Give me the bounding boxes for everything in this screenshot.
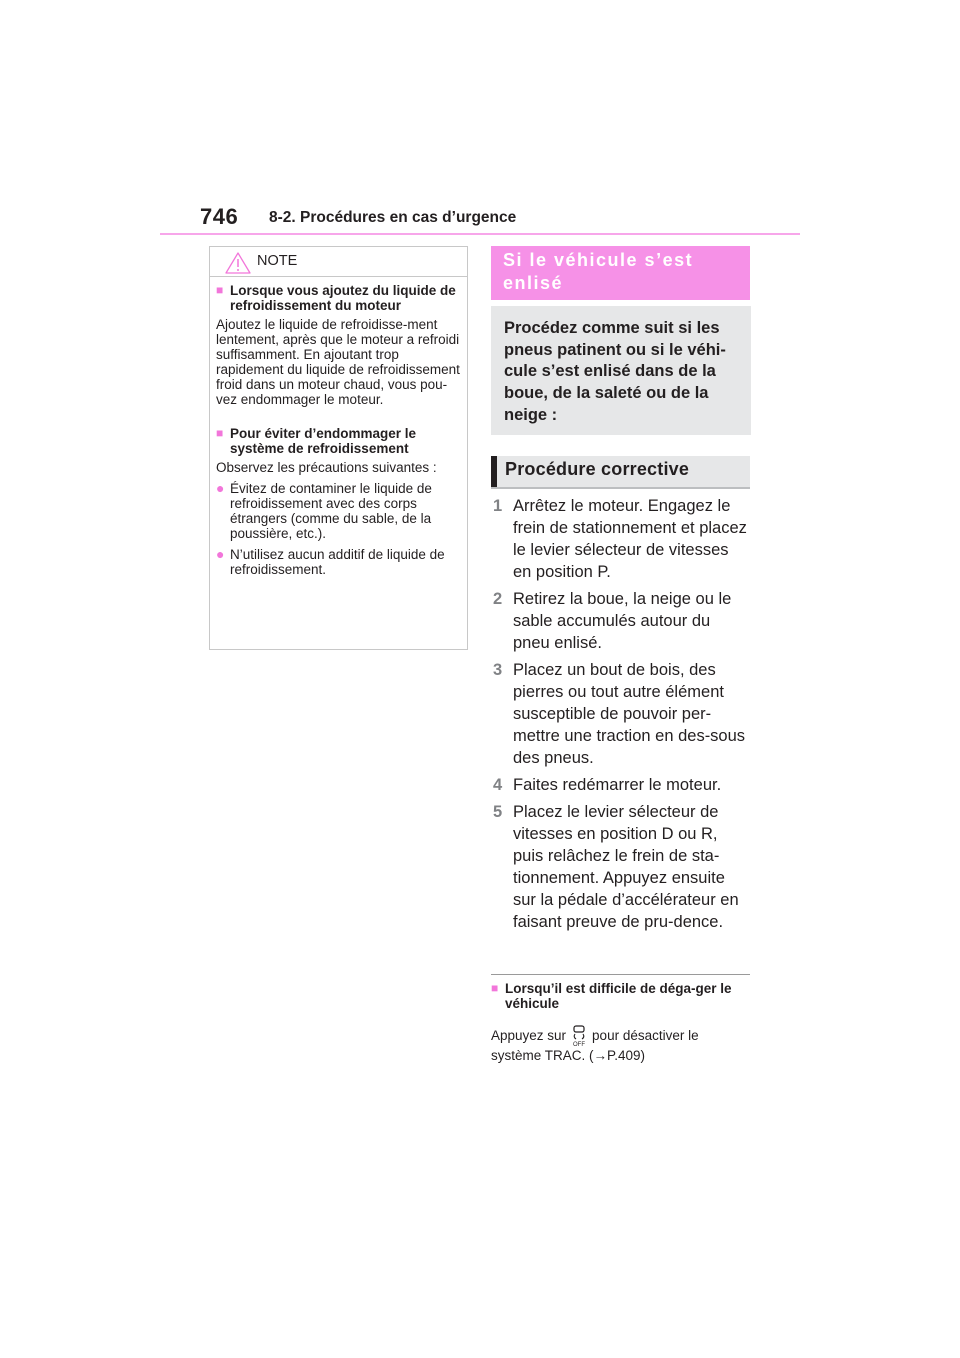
note-subheading: ■ Pour éviter d’endommager le système de refroidissement [216, 426, 417, 456]
note-header [210, 247, 467, 277]
svg-text:OFF: OFF [573, 1042, 586, 1048]
note-box [209, 246, 468, 650]
page-number: 746 [200, 204, 239, 229]
square-marker-icon: ■ [216, 283, 224, 297]
step-number: 2 [493, 590, 503, 608]
warning-triangle-icon [225, 252, 251, 274]
step-number: 4 [493, 776, 503, 794]
page-header [160, 204, 800, 234]
step-text: Placez un bout de bois, des pierres ou tout autre élément susceptible de pouvoir per-mettre une traction en des-sous des pneus. [513, 661, 746, 767]
step-list [493, 495, 751, 938]
step-item [493, 774, 751, 796]
square-marker-icon: ■ [216, 426, 224, 440]
step-text: Retirez la boue, la neige ou le sable accumulés autour du pneu enlisé. [513, 590, 732, 652]
note-bullet: ● Évitez de contaminer le liquide de refroidissement avec des corps étrangers (comme du sable, de la poussière, etc.). [216, 480, 432, 541]
step-number: 5 [493, 803, 503, 821]
section-banner: Si le véhicule s’est enlisé [491, 246, 750, 300]
section-title: 8-2. Procédures en cas d’urgence [269, 209, 517, 226]
note-bullet: ● N’utilisez aucun additif de liquide de refroidissement. [216, 546, 445, 577]
note-subheading: ■ Lorsque vous ajoutez du liquide de refroidissement du moteur [216, 283, 456, 313]
info-heading: ■ Lorsqu’il est difficile de déga-ger le véhicule [491, 981, 732, 1011]
procedure-heading [491, 456, 750, 488]
trac-off-icon [570, 1024, 588, 1048]
note-paragraph: Ajoutez le liquide de refroidisse-ment lentement, après que le moteur a refroidi suffisamment. En ajoutant trop rapidement du liquide de refroidissement froid dans un moteur chaud, vous pou-vez endommager le moteur. [216, 317, 460, 407]
step-text: Arrêtez le moteur. Engagez le frein de stationnement et placez le levier sélecteur de vitesses en position P. [513, 497, 747, 581]
info-paragraph: Appuyez sur OFF pour désactiver le système TRAC. (→P.409) [491, 1024, 750, 1064]
step-text: Placez le levier sélecteur de vitesses en position D ou R, puis relâchez le frein de sta-tionnement. Appuyez ensuite sur la pédale d’accélérateur en faisant preuve de pru-dence. [513, 803, 739, 931]
step-text: Faites redémarrer le moteur. [513, 776, 722, 794]
heading-bar [491, 456, 497, 488]
header-rule [160, 233, 800, 235]
intro-box: Procédez comme suit si les pneus patinent ou si le véhi-cule s’est enlisé dans de la boue, de la saleté ou de la neige : [491, 306, 751, 435]
procedure-rule [491, 487, 750, 489]
info-rule [491, 974, 750, 975]
step-number: 3 [493, 661, 503, 679]
procedure-heading-text: Procédure corrective [505, 459, 690, 479]
step-item [493, 588, 751, 654]
step-item [493, 495, 751, 583]
note-paragraph: Observez les précautions suivantes : [216, 460, 437, 475]
step-item [493, 659, 751, 769]
bullet-dot-icon: ● [216, 546, 225, 562]
note-label: NOTE [257, 253, 298, 269]
bullet-dot-icon: ● [216, 480, 225, 496]
step-item [493, 801, 751, 933]
square-marker-icon: ■ [491, 981, 499, 995]
step-number: 1 [493, 497, 503, 515]
